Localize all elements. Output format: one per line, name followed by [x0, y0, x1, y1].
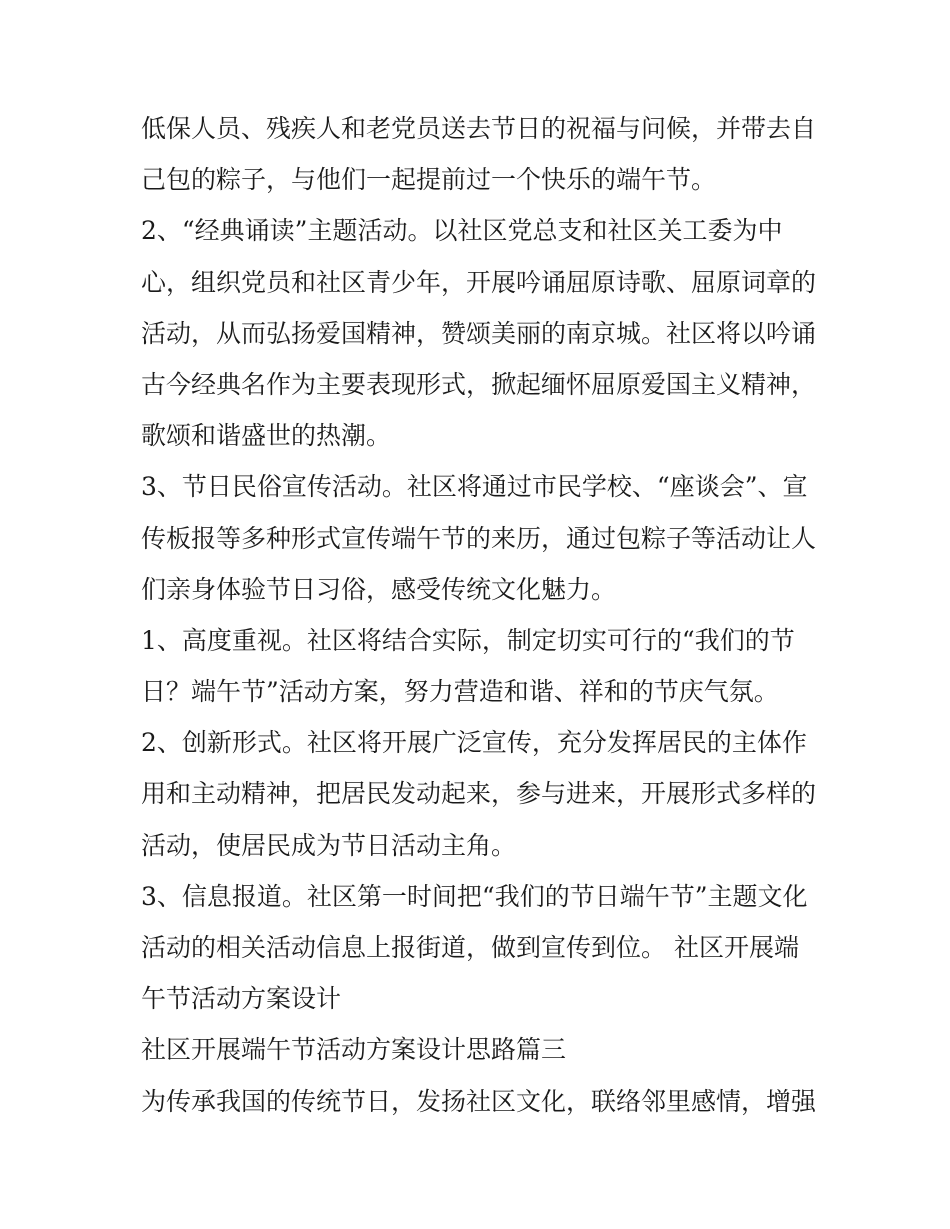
text-line: 活动，使居民成为节日活动主角。	[141, 830, 517, 860]
text-line: 古今经典名作为主要表现形式，掀起缅怀屈原爱国主义精神，	[141, 369, 817, 399]
text-line: 社区开展端午节活动方案设计思路篇三	[141, 1035, 567, 1065]
document-body	[141, 103, 821, 1127]
text-line: 2、创新形式。社区将开展广泛宣传，充分发挥居民的主体作	[141, 728, 807, 758]
text-line: 2、“经典诵读”主题活动。以社区党总支和社区关工委为中	[141, 216, 783, 246]
text-line: 传板报等多种形式宣传端午节的来历，通过包粽子等活动让人	[141, 523, 817, 553]
text-line: 午节活动方案设计	[141, 984, 342, 1014]
text-line: 们亲身体验节日习俗，感受传统文化魅力。	[141, 574, 617, 604]
text-line: 为传承我国的传统节日，发扬社区文化，联络邻里感情，增强	[141, 1086, 817, 1116]
text-line: 用和主动精神，把居民发动起来，参与进来，开展形式多样的	[141, 779, 817, 809]
text-line: 活动，从而弘扬爱国精神，赞颂美丽的南京城。社区将以吟诵	[141, 318, 817, 348]
text-line: 活动的相关活动信息上报街道，做到宣传到位。 社区开展端	[141, 933, 799, 962]
text-line: 歌颂和谐盛世的热潮。	[141, 421, 392, 451]
text-line: 3、节日民俗宣传活动。社区将通过市民学校、“座谈会”、宣	[141, 472, 808, 502]
text-line: 己包的粽子，与他们一起提前过一个快乐的端午节。	[141, 165, 717, 195]
text-line: 3、信息报道。社区第一时间把“我们的节日端午节”主题文化	[141, 881, 808, 911]
text-line: 1、高度重视。社区将结合实际，制定切实可行的“我们的节	[141, 625, 795, 655]
text-line: 低保人员、残疾人和老党员送去节日的祝福与问候，并带去自	[141, 114, 817, 143]
text-line: 日？端午节”活动方案，努力营造和谐、祥和的节庆气氛。	[141, 677, 779, 707]
text-line: 心，组织党员和社区青少年，开展吟诵屈原诗歌、屈原词章的	[141, 267, 817, 297]
